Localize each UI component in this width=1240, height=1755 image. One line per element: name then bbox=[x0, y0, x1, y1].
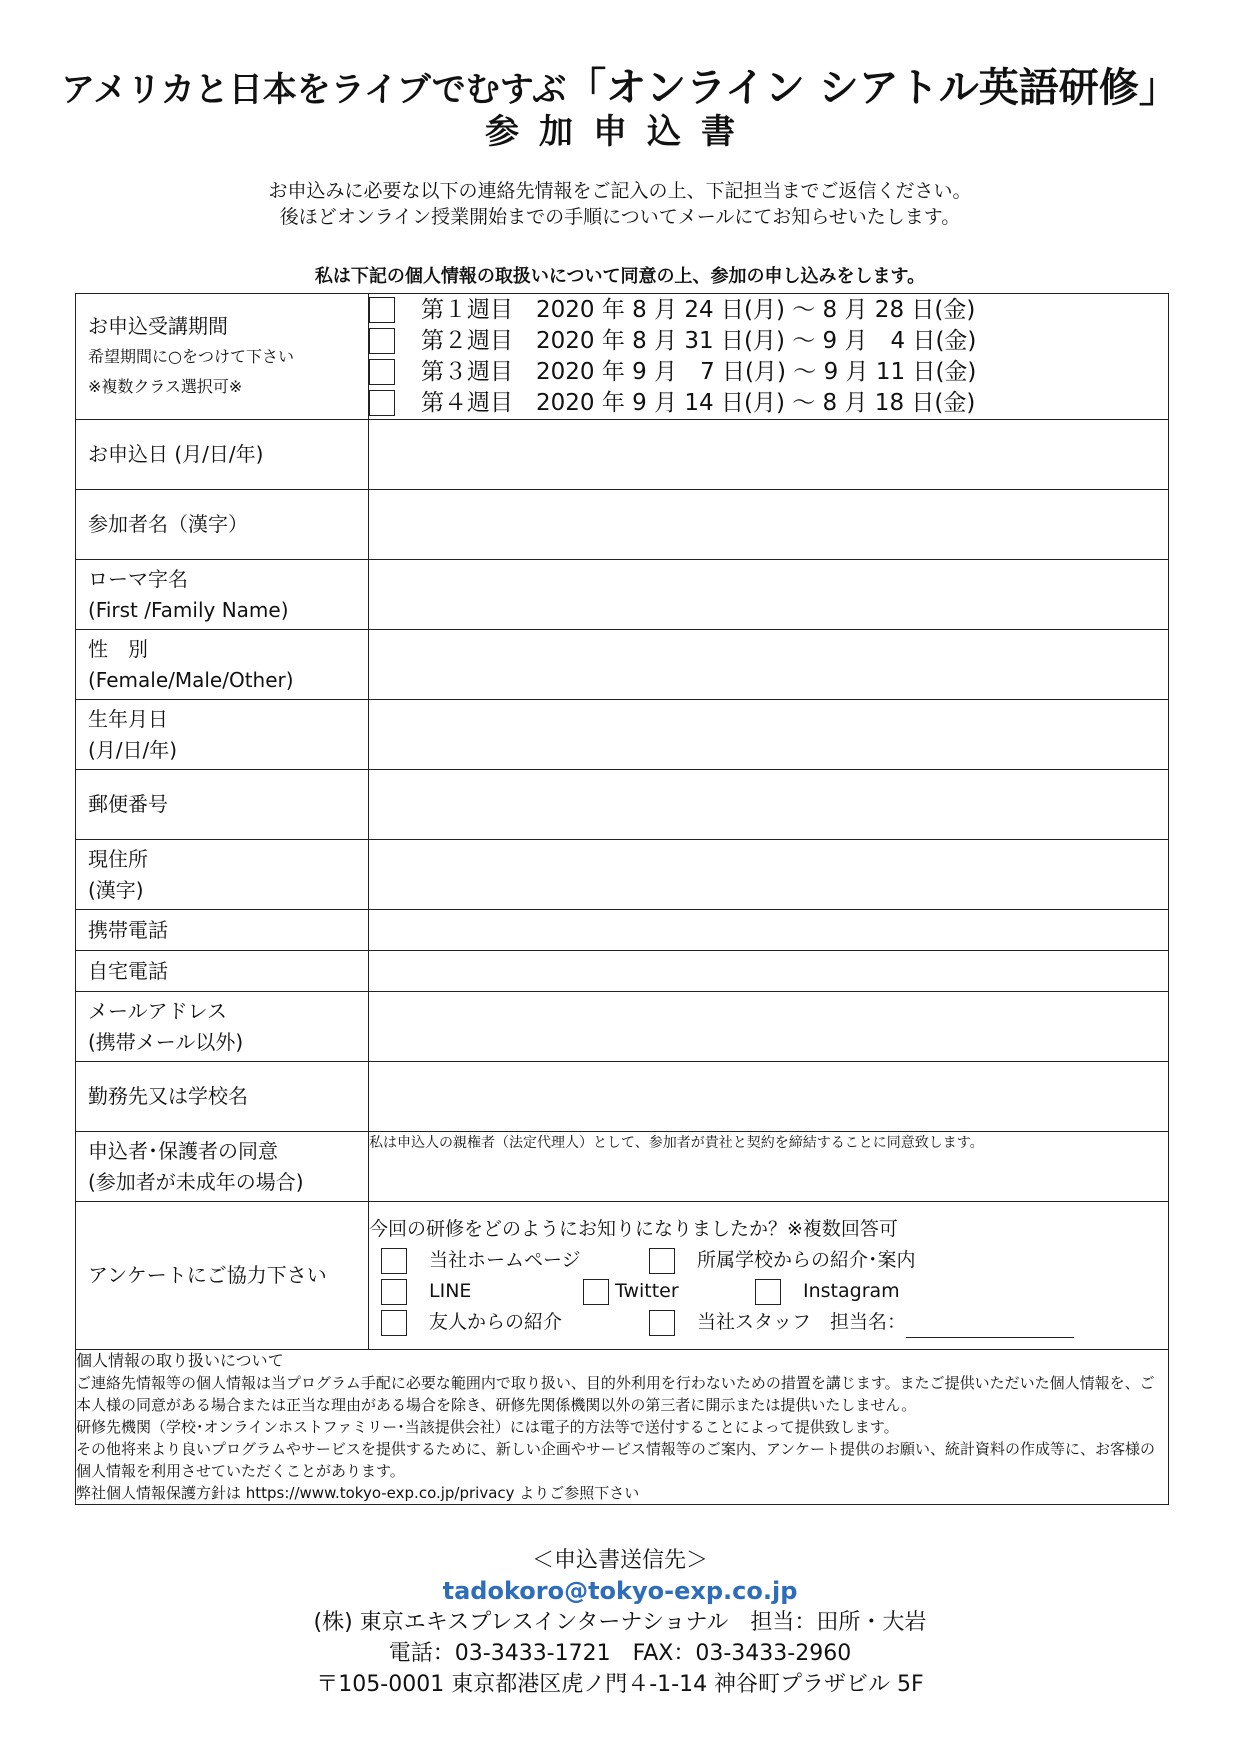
survey-row bbox=[76, 1202, 1169, 1350]
survey-checkbox[interactable] bbox=[649, 1248, 675, 1274]
apply-date-row bbox=[76, 420, 1169, 490]
gender-field[interactable] bbox=[369, 630, 1169, 700]
period-label: お申込受講期間 bbox=[88, 314, 228, 338]
workplace-label: 勤務先又は学校名 bbox=[76, 1062, 369, 1132]
survey-row-2 bbox=[369, 1276, 1168, 1307]
home-phone-label: 自宅電話 bbox=[76, 951, 369, 992]
privacy-heading: 個人情報の取り扱いについて bbox=[76, 1351, 284, 1370]
email-row bbox=[76, 992, 1169, 1062]
guardian-hint: (参加者が未成年の場合) bbox=[88, 1169, 304, 1194]
survey-option-friend[interactable]: 友人からの紹介 bbox=[381, 1307, 562, 1338]
survey-option-line[interactable]: LINE bbox=[381, 1276, 471, 1307]
period-row bbox=[76, 294, 1169, 420]
period-checkbox[interactable] bbox=[369, 297, 395, 323]
email-label-cell bbox=[76, 992, 369, 1062]
form-subtitle: 参加申込書 bbox=[485, 112, 755, 152]
gender-row bbox=[76, 630, 1169, 700]
home-phone-row bbox=[76, 951, 1169, 992]
name-kanji-label: 参加者名（漢字） bbox=[76, 490, 369, 560]
gender-label: 性 別 bbox=[88, 636, 148, 661]
email-hint: (携帯メール以外) bbox=[88, 1029, 244, 1054]
survey-checkbox[interactable] bbox=[381, 1310, 407, 1336]
postal-row bbox=[76, 770, 1169, 840]
send-to-section bbox=[0, 1545, 1240, 1700]
romaji-hint: (First /Family Name) bbox=[88, 597, 289, 622]
privacy-paragraph-3: その他将来より良いプログラムやサービスを提供するために、新しい企画やサービス情報等のご案内、アンケート提供のお願い、統計資料の作成等に、お客様の個人情報を利用させていただくことがあります。 bbox=[76, 1440, 1155, 1480]
address-label-cell bbox=[76, 840, 369, 910]
name-kanji-row bbox=[76, 490, 1169, 560]
name-kanji-field[interactable] bbox=[369, 490, 1169, 560]
period-option[interactable]: 第４週目 2020 年 9 月 14 日(月) ～ 8 月 18 日(金) bbox=[369, 388, 1168, 419]
birth-field[interactable] bbox=[369, 700, 1169, 770]
romaji-label-cell bbox=[76, 560, 369, 630]
apply-date-field[interactable] bbox=[369, 420, 1169, 490]
guardian-consent-text: 私は申込人の親権者（法定代理人）として、参加者が貴社と契約を締結することに同意致します。 bbox=[369, 1135, 984, 1151]
period-options bbox=[369, 294, 1169, 420]
gender-hint: (Female/Male/Other) bbox=[88, 667, 294, 692]
address-label: 現住所 bbox=[88, 846, 148, 871]
survey-option-homepage[interactable]: 当社ホームページ bbox=[381, 1245, 581, 1276]
survey-checkbox[interactable] bbox=[755, 1279, 781, 1305]
address-hint: (漢字) bbox=[88, 877, 144, 902]
survey-checkbox[interactable] bbox=[649, 1310, 675, 1336]
survey-option-staff[interactable]: 当社スタッフ 担当名： bbox=[649, 1307, 1074, 1338]
send-to-email[interactable]: tadokoro@tokyo-exp.co.jp bbox=[442, 1577, 798, 1605]
email-field[interactable] bbox=[369, 992, 1169, 1062]
intro-text bbox=[0, 178, 1240, 230]
survey-checkbox[interactable] bbox=[381, 1248, 407, 1274]
mobile-row bbox=[76, 910, 1169, 951]
mobile-field[interactable] bbox=[369, 910, 1169, 951]
romaji-label: ローマ字名 bbox=[88, 566, 188, 591]
gender-label-cell bbox=[76, 630, 369, 700]
privacy-notice bbox=[76, 1350, 1169, 1505]
consent-statement: 私は下記の個人情報の取扱いについて同意の上、参加の申し込みをします。 bbox=[314, 266, 926, 287]
guardian-row bbox=[76, 1132, 1169, 1202]
home-phone-field[interactable] bbox=[369, 951, 1169, 992]
send-to-address: 〒105-0001 東京都港区虎ノ門４-1-14 神谷町プラザビル 5F bbox=[316, 1672, 924, 1697]
period-checkbox[interactable] bbox=[369, 359, 395, 385]
period-label-cell bbox=[76, 294, 369, 420]
survey-label: アンケートにご協力下さい bbox=[76, 1202, 369, 1350]
email-label: メールアドレス bbox=[88, 998, 227, 1023]
survey-option-twitter[interactable]: Twitter bbox=[583, 1276, 679, 1307]
privacy-paragraph-4: 弊社個人情報保護方針は https://www.tokyo-exp.co.jp/privacy よりご参照下さい bbox=[76, 1484, 640, 1502]
privacy-row bbox=[76, 1350, 1169, 1505]
birth-hint: (月/日/年) bbox=[88, 737, 178, 762]
survey-checkbox[interactable] bbox=[583, 1279, 609, 1305]
staff-name-blank[interactable] bbox=[906, 1315, 1074, 1338]
workplace-row bbox=[76, 1062, 1169, 1132]
survey-question: 今回の研修をどのようにお知りになりましたか？※複数回答可 bbox=[369, 1218, 898, 1240]
guardian-label-cell bbox=[76, 1132, 369, 1202]
application-form-table bbox=[75, 293, 1169, 1505]
birth-label-cell bbox=[76, 700, 369, 770]
title-prefix: アメリカと日本をライブでむすぶ bbox=[61, 70, 567, 110]
survey-option-instagram[interactable]: Instagram bbox=[755, 1276, 900, 1307]
period-checkbox[interactable] bbox=[369, 390, 395, 416]
survey-cell bbox=[369, 1202, 1169, 1350]
romaji-row bbox=[76, 560, 1169, 630]
period-option[interactable]: 第１週目 2020 年 8 月 24 日(月) ～ 8 月 28 日(金) bbox=[369, 295, 1168, 326]
romaji-field[interactable] bbox=[369, 560, 1169, 630]
send-to-company: (株) 東京エキスプレスインターナショナル 担当：田所・大岩 bbox=[313, 1610, 927, 1635]
period-checkbox[interactable] bbox=[369, 328, 395, 354]
period-option[interactable]: 第３週目 2020 年 9 月 7 日(月) ～ 9 月 11 日(金) bbox=[369, 357, 1168, 388]
postal-label: 郵便番号 bbox=[76, 770, 369, 840]
title-main: 「オンライン シアトル英語研修」 bbox=[566, 65, 1179, 111]
survey-checkbox[interactable] bbox=[381, 1279, 407, 1305]
send-to-heading: ＜申込書送信先＞ bbox=[531, 1548, 708, 1573]
send-to-phone: 電話：03-3433-1721 FAX：03-3433-2960 bbox=[388, 1641, 852, 1666]
workplace-field[interactable] bbox=[369, 1062, 1169, 1132]
address-field[interactable] bbox=[369, 840, 1169, 910]
period-option[interactable]: 第２週目 2020 年 8 月 31 日(月) ～ 9 月 4 日(金) bbox=[369, 326, 1168, 357]
mobile-label: 携帯電話 bbox=[76, 910, 369, 951]
survey-row-3 bbox=[369, 1307, 1168, 1338]
apply-date-label: お申込日 (月/日/年) bbox=[76, 420, 369, 490]
privacy-paragraph-1: ご連絡先情報等の個人情報は当プログラム手配に必要な範囲内で取り扱い、目的外利用を行わないための措置を講じます。またご提供いただいた個人情報を、ご本人様の同意がある場合または正当な理由がある場合を除き、研修先関係機関以外の第三者に開示または提供いたしません。 bbox=[76, 1374, 1155, 1414]
birth-label: 生年月日 bbox=[88, 706, 168, 731]
guardian-consent-field[interactable] bbox=[369, 1132, 1169, 1202]
intro-line-1: お申込みに必要な以下の連絡先情報をご記入の上、下記担当までご返信ください。 bbox=[268, 180, 972, 202]
birth-row bbox=[76, 700, 1169, 770]
postal-field[interactable] bbox=[369, 770, 1169, 840]
period-hint-1: 希望期間に○をつけて下さい bbox=[88, 347, 294, 366]
guardian-label: 申込者･保護者の同意 bbox=[88, 1138, 278, 1163]
intro-line-2: 後ほどオンライン授業開始までの手順についてメールにてお知らせいたします。 bbox=[279, 206, 961, 228]
privacy-paragraph-2: 研修先機関（学校･オンラインホストファミリー･当該提供会社）には電子的方法等で送付することによって提供致します。 bbox=[76, 1418, 899, 1436]
survey-option-school[interactable]: 所属学校からの紹介･案内 bbox=[649, 1245, 916, 1276]
period-hint-2: ※複数クラス選択可※ bbox=[88, 377, 243, 396]
address-row bbox=[76, 840, 1169, 910]
survey-row-1 bbox=[369, 1245, 1168, 1276]
